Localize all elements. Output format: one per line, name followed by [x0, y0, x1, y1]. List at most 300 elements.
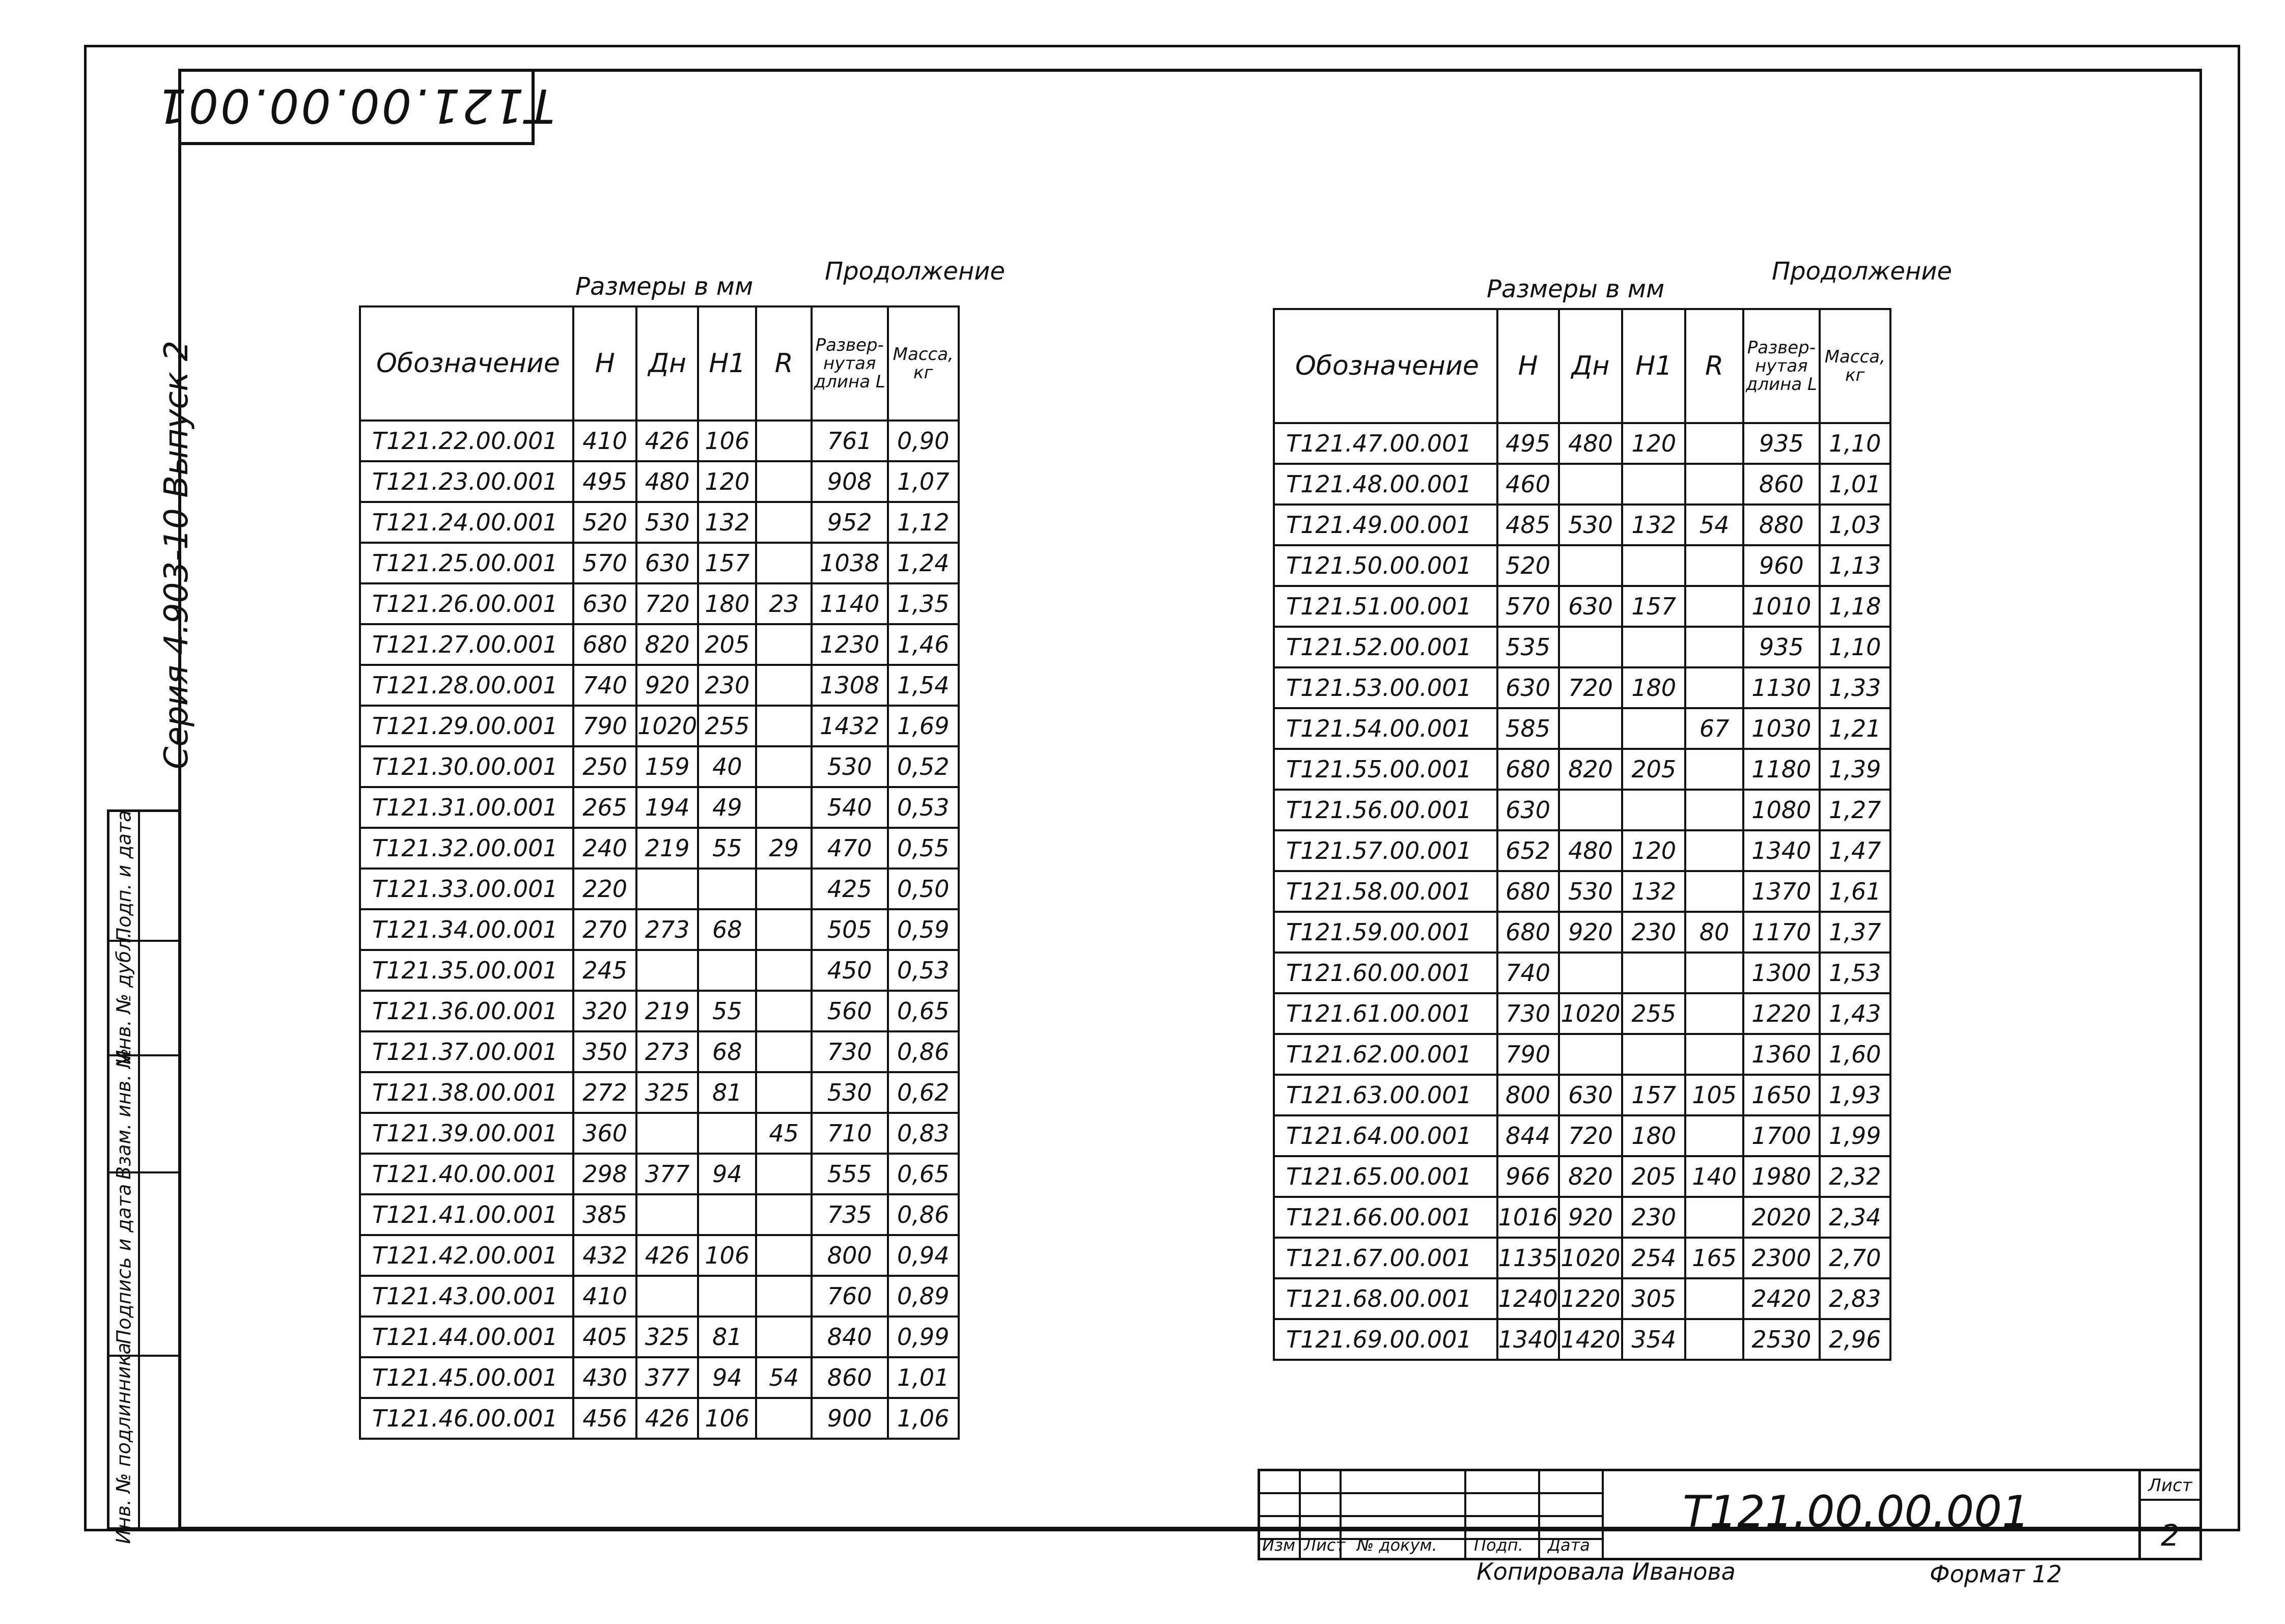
h1-cell: 205	[698, 624, 756, 665]
r-cell	[1685, 993, 1743, 1034]
table-row	[1274, 464, 1890, 505]
table-row	[1274, 830, 1890, 871]
header-designation: Обозначение	[360, 306, 573, 421]
h1-cell: 205	[1622, 1156, 1685, 1197]
length-cell: 1080	[1743, 790, 1820, 830]
h1-cell: 354	[1622, 1319, 1685, 1360]
mass-cell: 1,35	[888, 583, 959, 624]
mass-cell: 1,43	[1820, 993, 1890, 1034]
mirrored-code: Т121.00.00.001	[155, 78, 555, 133]
dn-cell: 480	[636, 461, 698, 502]
r-cell: 54	[1685, 505, 1743, 545]
dn-cell	[636, 1113, 698, 1154]
h-cell: 680	[573, 624, 636, 665]
h1-cell: 305	[1622, 1278, 1685, 1319]
h1-cell: 55	[698, 991, 756, 1031]
table-row	[360, 746, 959, 787]
left-caption-dims: Размеры в мм	[575, 272, 754, 301]
dn-cell: 273	[636, 909, 698, 950]
h1-cell	[1622, 708, 1685, 749]
dn-cell: 820	[636, 624, 698, 665]
h1-cell: 120	[698, 461, 756, 502]
r-cell	[1685, 830, 1743, 871]
dn-cell: 820	[1559, 1156, 1623, 1197]
dn-cell	[1559, 790, 1623, 830]
mass-cell: 1,53	[1820, 953, 1890, 993]
strip-label-5: Инв. № подлинника	[113, 1342, 135, 1544]
designation-cell: Т121.64.00.001	[1274, 1115, 1497, 1156]
designation-cell: Т121.60.00.001	[1274, 953, 1497, 993]
length-cell: 1650	[1743, 1075, 1820, 1115]
length-cell: 560	[812, 991, 888, 1031]
dn-cell: 159	[636, 746, 698, 787]
r-cell	[756, 787, 811, 828]
h1-cell: 180	[1622, 1115, 1685, 1156]
r-cell	[756, 1031, 811, 1072]
h-cell: 320	[573, 991, 636, 1031]
dn-cell: 480	[1559, 830, 1623, 871]
mass-cell: 2,83	[1820, 1278, 1890, 1319]
length-cell: 710	[812, 1113, 888, 1154]
table-row	[360, 1398, 959, 1439]
r-cell	[756, 746, 811, 787]
mass-cell: 1,60	[1820, 1034, 1890, 1075]
dn-cell: 377	[636, 1154, 698, 1194]
h1-cell	[1622, 1034, 1685, 1075]
h1-cell: 106	[698, 421, 756, 461]
designation-cell: Т121.31.00.001	[360, 787, 573, 828]
tb-row-1	[1260, 1471, 1604, 1494]
dn-cell: 720	[636, 583, 698, 624]
mass-cell: 0,99	[888, 1317, 959, 1357]
mass-cell: 1,18	[1820, 586, 1890, 627]
table-row	[360, 1113, 959, 1154]
header-mass: Масса, кг	[888, 306, 959, 421]
h1-cell: 180	[698, 583, 756, 624]
designation-cell: Т121.26.00.001	[360, 583, 573, 624]
r-cell	[1685, 1115, 1743, 1156]
header-h: Н	[1497, 309, 1559, 423]
mass-cell: 0,65	[888, 991, 959, 1031]
r-cell	[1685, 1278, 1743, 1319]
mass-cell: 1,10	[1820, 627, 1890, 667]
length-cell: 1360	[1743, 1034, 1820, 1075]
length-cell: 530	[812, 746, 888, 787]
table-row	[360, 787, 959, 828]
h1-cell: 157	[1622, 586, 1685, 627]
table-row	[360, 421, 959, 461]
h-cell: 680	[1497, 871, 1559, 912]
table-row	[360, 543, 959, 583]
designation-cell: Т121.33.00.001	[360, 869, 573, 909]
h1-cell: 120	[1622, 423, 1685, 464]
h1-cell: 132	[1622, 505, 1685, 545]
h-cell: 966	[1497, 1156, 1559, 1197]
length-cell: 952	[812, 502, 888, 543]
table-row	[360, 461, 959, 502]
r-cell	[1685, 627, 1743, 667]
length-cell: 900	[812, 1398, 888, 1439]
r-cell	[1685, 749, 1743, 790]
dn-cell: 630	[1559, 1075, 1623, 1115]
designation-cell: Т121.38.00.001	[360, 1072, 573, 1113]
h1-cell: 49	[698, 787, 756, 828]
table-row	[1274, 545, 1890, 586]
series-label: Серия 4.903-10 Выпуск 2	[158, 340, 196, 770]
h1-cell: 55	[698, 828, 756, 869]
dn-cell: 325	[636, 1072, 698, 1113]
header-r: R	[756, 306, 811, 421]
header-h: Н	[573, 306, 636, 421]
dn-cell	[1559, 627, 1623, 667]
designation-cell: Т121.58.00.001	[1274, 871, 1497, 912]
dn-cell: 1020	[1559, 1238, 1623, 1278]
dn-cell: 630	[1559, 586, 1623, 627]
mass-cell: 1,47	[1820, 830, 1890, 871]
table-row	[1274, 708, 1890, 749]
header-developed-length: Развер-нутая длина L	[812, 306, 888, 421]
h-cell: 270	[573, 909, 636, 950]
table-row	[1274, 1319, 1890, 1360]
mass-cell: 2,34	[1820, 1197, 1890, 1238]
dn-cell: 325	[636, 1317, 698, 1357]
h-cell: 405	[573, 1317, 636, 1357]
mass-cell: 1,93	[1820, 1075, 1890, 1115]
table-row	[360, 1276, 959, 1317]
designation-cell: Т121.56.00.001	[1274, 790, 1497, 830]
table-row	[360, 624, 959, 665]
r-cell	[756, 1194, 811, 1235]
dn-cell: 630	[636, 543, 698, 583]
length-cell: 1010	[1743, 586, 1820, 627]
length-cell: 1300	[1743, 953, 1820, 993]
length-cell: 425	[812, 869, 888, 909]
strip-label-3: Взам. инв. №	[113, 1048, 135, 1180]
dn-cell	[1559, 464, 1623, 505]
r-cell: 45	[756, 1113, 811, 1154]
length-cell: 1130	[1743, 667, 1820, 708]
mass-cell: 0,90	[888, 421, 959, 461]
right-caption-continued: Продолжение	[1772, 257, 1953, 286]
designation-cell: Т121.24.00.001	[360, 502, 573, 543]
h1-cell: 120	[1622, 830, 1685, 871]
r-cell	[1685, 667, 1743, 708]
r-cell	[756, 1317, 811, 1357]
h-cell: 385	[573, 1194, 636, 1235]
mass-cell: 1,12	[888, 502, 959, 543]
r-cell	[756, 1072, 811, 1113]
header-developed-length: Развер-нутая длина L	[1743, 309, 1820, 423]
h-cell: 630	[1497, 667, 1559, 708]
strip-cell-1	[109, 812, 178, 942]
dn-cell: 219	[636, 828, 698, 869]
table-row	[1274, 1115, 1890, 1156]
left-caption-continued: Продолжение	[825, 257, 1006, 286]
length-cell: 1220	[1743, 993, 1820, 1034]
h-cell: 250	[573, 746, 636, 787]
h1-cell: 132	[698, 502, 756, 543]
h-cell: 272	[573, 1072, 636, 1113]
format-label: Формат 12	[1930, 1560, 2062, 1588]
h1-cell: 230	[1622, 912, 1685, 953]
strip-cell-5	[109, 1342, 178, 1544]
h-cell: 585	[1497, 708, 1559, 749]
tb-label-sheet: Лист	[1304, 1535, 1346, 1555]
dn-cell: 1020	[636, 706, 698, 746]
r-cell	[756, 1154, 811, 1194]
r-cell	[1685, 545, 1743, 586]
h-cell: 350	[573, 1031, 636, 1072]
r-cell: 140	[1685, 1156, 1743, 1197]
table-row	[360, 869, 959, 909]
r-cell	[1685, 871, 1743, 912]
mass-cell: 0,94	[888, 1235, 959, 1276]
mass-cell: 1,46	[888, 624, 959, 665]
r-cell	[756, 950, 811, 991]
length-cell: 1230	[812, 624, 888, 665]
h-cell: 730	[1497, 993, 1559, 1034]
r-cell	[756, 991, 811, 1031]
dn-cell	[636, 950, 698, 991]
tb-row-2	[1260, 1494, 1604, 1517]
dn-cell: 920	[636, 665, 698, 706]
table-row	[1274, 586, 1890, 627]
designation-cell: Т121.37.00.001	[360, 1031, 573, 1072]
length-cell: 880	[1743, 505, 1820, 545]
mass-cell: 1,06	[888, 1398, 959, 1439]
h1-cell	[698, 1276, 756, 1317]
dn-cell	[636, 869, 698, 909]
mass-cell: 1,01	[888, 1357, 959, 1398]
h-cell: 220	[573, 869, 636, 909]
r-cell	[756, 706, 811, 746]
designation-cell: Т121.54.00.001	[1274, 708, 1497, 749]
h-cell: 298	[573, 1154, 636, 1194]
h1-cell: 205	[1622, 749, 1685, 790]
dn-cell: 426	[636, 1235, 698, 1276]
mass-cell: 1,61	[1820, 871, 1890, 912]
designation-cell: Т121.36.00.001	[360, 991, 573, 1031]
designation-cell: Т121.68.00.001	[1274, 1278, 1497, 1319]
strip-cell-4	[109, 1173, 178, 1357]
mass-cell: 0,52	[888, 746, 959, 787]
r-cell	[1685, 953, 1743, 993]
length-cell: 1038	[812, 543, 888, 583]
table-row	[1274, 627, 1890, 667]
header-dn: Дн	[1559, 309, 1623, 423]
mass-cell: 0,59	[888, 909, 959, 950]
mirrored-code-stamp	[155, 69, 555, 145]
length-cell: 1180	[1743, 749, 1820, 790]
h1-cell	[1622, 790, 1685, 830]
mass-cell: 0,53	[888, 950, 959, 991]
h1-cell	[698, 1194, 756, 1235]
h-cell: 680	[1497, 912, 1559, 953]
mass-cell: 2,32	[1820, 1156, 1890, 1197]
h-cell: 570	[1497, 586, 1559, 627]
mass-cell: 0,86	[888, 1194, 959, 1235]
h-cell: 460	[1497, 464, 1559, 505]
designation-cell: Т121.43.00.001	[360, 1276, 573, 1317]
mass-cell: 0,86	[888, 1031, 959, 1072]
dn-cell: 426	[636, 421, 698, 461]
strip-label-1: Подп. и дата	[113, 810, 135, 942]
designation-cell: Т121.34.00.001	[360, 909, 573, 950]
h1-cell: 94	[698, 1154, 756, 1194]
r-cell: 67	[1685, 708, 1743, 749]
dn-cell	[1559, 708, 1623, 749]
designation-cell: Т121.53.00.001	[1274, 667, 1497, 708]
dn-cell: 426	[636, 1398, 698, 1439]
r-cell	[1685, 1034, 1743, 1075]
table-row	[360, 1072, 959, 1113]
mass-cell: 2,70	[1820, 1238, 1890, 1278]
table-row	[1274, 953, 1890, 993]
designation-cell: Т121.40.00.001	[360, 1154, 573, 1194]
table-row	[360, 1317, 959, 1357]
h1-cell: 230	[1622, 1197, 1685, 1238]
designation-cell: Т121.55.00.001	[1274, 749, 1497, 790]
table-row	[360, 1154, 959, 1194]
h-cell: 456	[573, 1398, 636, 1439]
r-cell: 165	[1685, 1238, 1743, 1278]
strip-cell-3	[109, 1048, 178, 1180]
h1-cell: 132	[1622, 871, 1685, 912]
h-cell: 1240	[1497, 1278, 1559, 1319]
h-cell: 1016	[1497, 1197, 1559, 1238]
h-cell: 740	[573, 665, 636, 706]
length-cell: 540	[812, 787, 888, 828]
length-cell: 935	[1743, 423, 1820, 464]
table-row	[1274, 1034, 1890, 1075]
table-row	[1274, 1075, 1890, 1115]
right-header-row	[1274, 309, 1890, 423]
mass-cell: 1,39	[1820, 749, 1890, 790]
length-cell: 860	[1743, 464, 1820, 505]
length-cell: 1700	[1743, 1115, 1820, 1156]
designation-cell: Т121.47.00.001	[1274, 423, 1497, 464]
designation-cell: Т121.59.00.001	[1274, 912, 1497, 953]
length-cell: 2420	[1743, 1278, 1820, 1319]
h1-cell: 106	[698, 1398, 756, 1439]
r-cell	[1685, 1319, 1743, 1360]
length-cell: 760	[812, 1276, 888, 1317]
h-cell: 245	[573, 950, 636, 991]
title-block-code: Т121.00.00.001	[1683, 1487, 2030, 1537]
designation-cell: Т121.61.00.001	[1274, 993, 1497, 1034]
table-row	[360, 583, 959, 624]
length-cell: 505	[812, 909, 888, 950]
h-cell: 570	[573, 543, 636, 583]
tb-label-change: Изм	[1262, 1535, 1296, 1555]
designation-cell: Т121.57.00.001	[1274, 830, 1497, 871]
h1-cell	[1622, 464, 1685, 505]
length-cell: 470	[812, 828, 888, 869]
mass-cell: 0,89	[888, 1276, 959, 1317]
mass-cell: 1,99	[1820, 1115, 1890, 1156]
h1-cell: 94	[698, 1357, 756, 1398]
h-cell: 485	[1497, 505, 1559, 545]
length-cell: 2020	[1743, 1197, 1820, 1238]
designation-cell: Т121.35.00.001	[360, 950, 573, 991]
mass-cell: 1,24	[888, 543, 959, 583]
designation-cell: Т121.52.00.001	[1274, 627, 1497, 667]
table-row	[360, 502, 959, 543]
dn-cell: 820	[1559, 749, 1623, 790]
h-cell: 1340	[1497, 1319, 1559, 1360]
designation-cell: Т121.50.00.001	[1274, 545, 1497, 586]
designation-cell: Т121.51.00.001	[1274, 586, 1497, 627]
table-row	[360, 950, 959, 991]
length-cell: 840	[812, 1317, 888, 1357]
designation-cell: Т121.44.00.001	[360, 1317, 573, 1357]
length-cell: 935	[1743, 627, 1820, 667]
h1-cell	[698, 1113, 756, 1154]
left-header-row	[360, 306, 959, 421]
mass-cell: 1,07	[888, 461, 959, 502]
h-cell: 240	[573, 828, 636, 869]
designation-cell: Т121.41.00.001	[360, 1194, 573, 1235]
r-cell	[1685, 790, 1743, 830]
designation-cell: Т121.48.00.001	[1274, 464, 1497, 505]
table-row	[360, 991, 959, 1031]
h-cell: 495	[1497, 423, 1559, 464]
dn-cell: 1220	[1559, 1278, 1623, 1319]
h1-cell: 255	[1622, 993, 1685, 1034]
length-cell: 800	[812, 1235, 888, 1276]
r-cell	[756, 1276, 811, 1317]
table-row	[1274, 1238, 1890, 1278]
tb-label-doc-no: № докум.	[1357, 1535, 1437, 1555]
r-cell	[1685, 1197, 1743, 1238]
dn-cell	[636, 1194, 698, 1235]
table-row	[1274, 505, 1890, 545]
h1-cell	[1622, 953, 1685, 993]
dn-cell: 720	[1559, 667, 1623, 708]
h1-cell	[698, 869, 756, 909]
length-cell: 735	[812, 1194, 888, 1235]
designation-cell: Т121.29.00.001	[360, 706, 573, 746]
dn-cell: 273	[636, 1031, 698, 1072]
h-cell: 360	[573, 1113, 636, 1154]
length-cell: 2300	[1743, 1238, 1820, 1278]
h1-cell: 157	[698, 543, 756, 583]
copied-by: Копировала Иванова	[1476, 1558, 1736, 1585]
mass-cell: 1,03	[1820, 505, 1890, 545]
dn-cell: 920	[1559, 1197, 1623, 1238]
h1-cell: 180	[1622, 667, 1685, 708]
h-cell: 652	[1497, 830, 1559, 871]
r-cell: 54	[756, 1357, 811, 1398]
mass-cell: 1,69	[888, 706, 959, 746]
r-cell: 105	[1685, 1075, 1743, 1115]
r-cell	[756, 1235, 811, 1276]
h-cell: 265	[573, 787, 636, 828]
table-row	[1274, 993, 1890, 1034]
designation-cell: Т121.32.00.001	[360, 828, 573, 869]
h1-cell: 40	[698, 746, 756, 787]
dn-cell: 920	[1559, 912, 1623, 953]
mass-cell: 0,62	[888, 1072, 959, 1113]
length-cell: 1432	[812, 706, 888, 746]
h-cell: 432	[573, 1235, 636, 1276]
length-cell: 555	[812, 1154, 888, 1194]
table-row	[1274, 1156, 1890, 1197]
designation-cell: Т121.27.00.001	[360, 624, 573, 665]
table-row	[1274, 871, 1890, 912]
designation-cell: Т121.22.00.001	[360, 421, 573, 461]
length-cell: 1030	[1743, 708, 1820, 749]
